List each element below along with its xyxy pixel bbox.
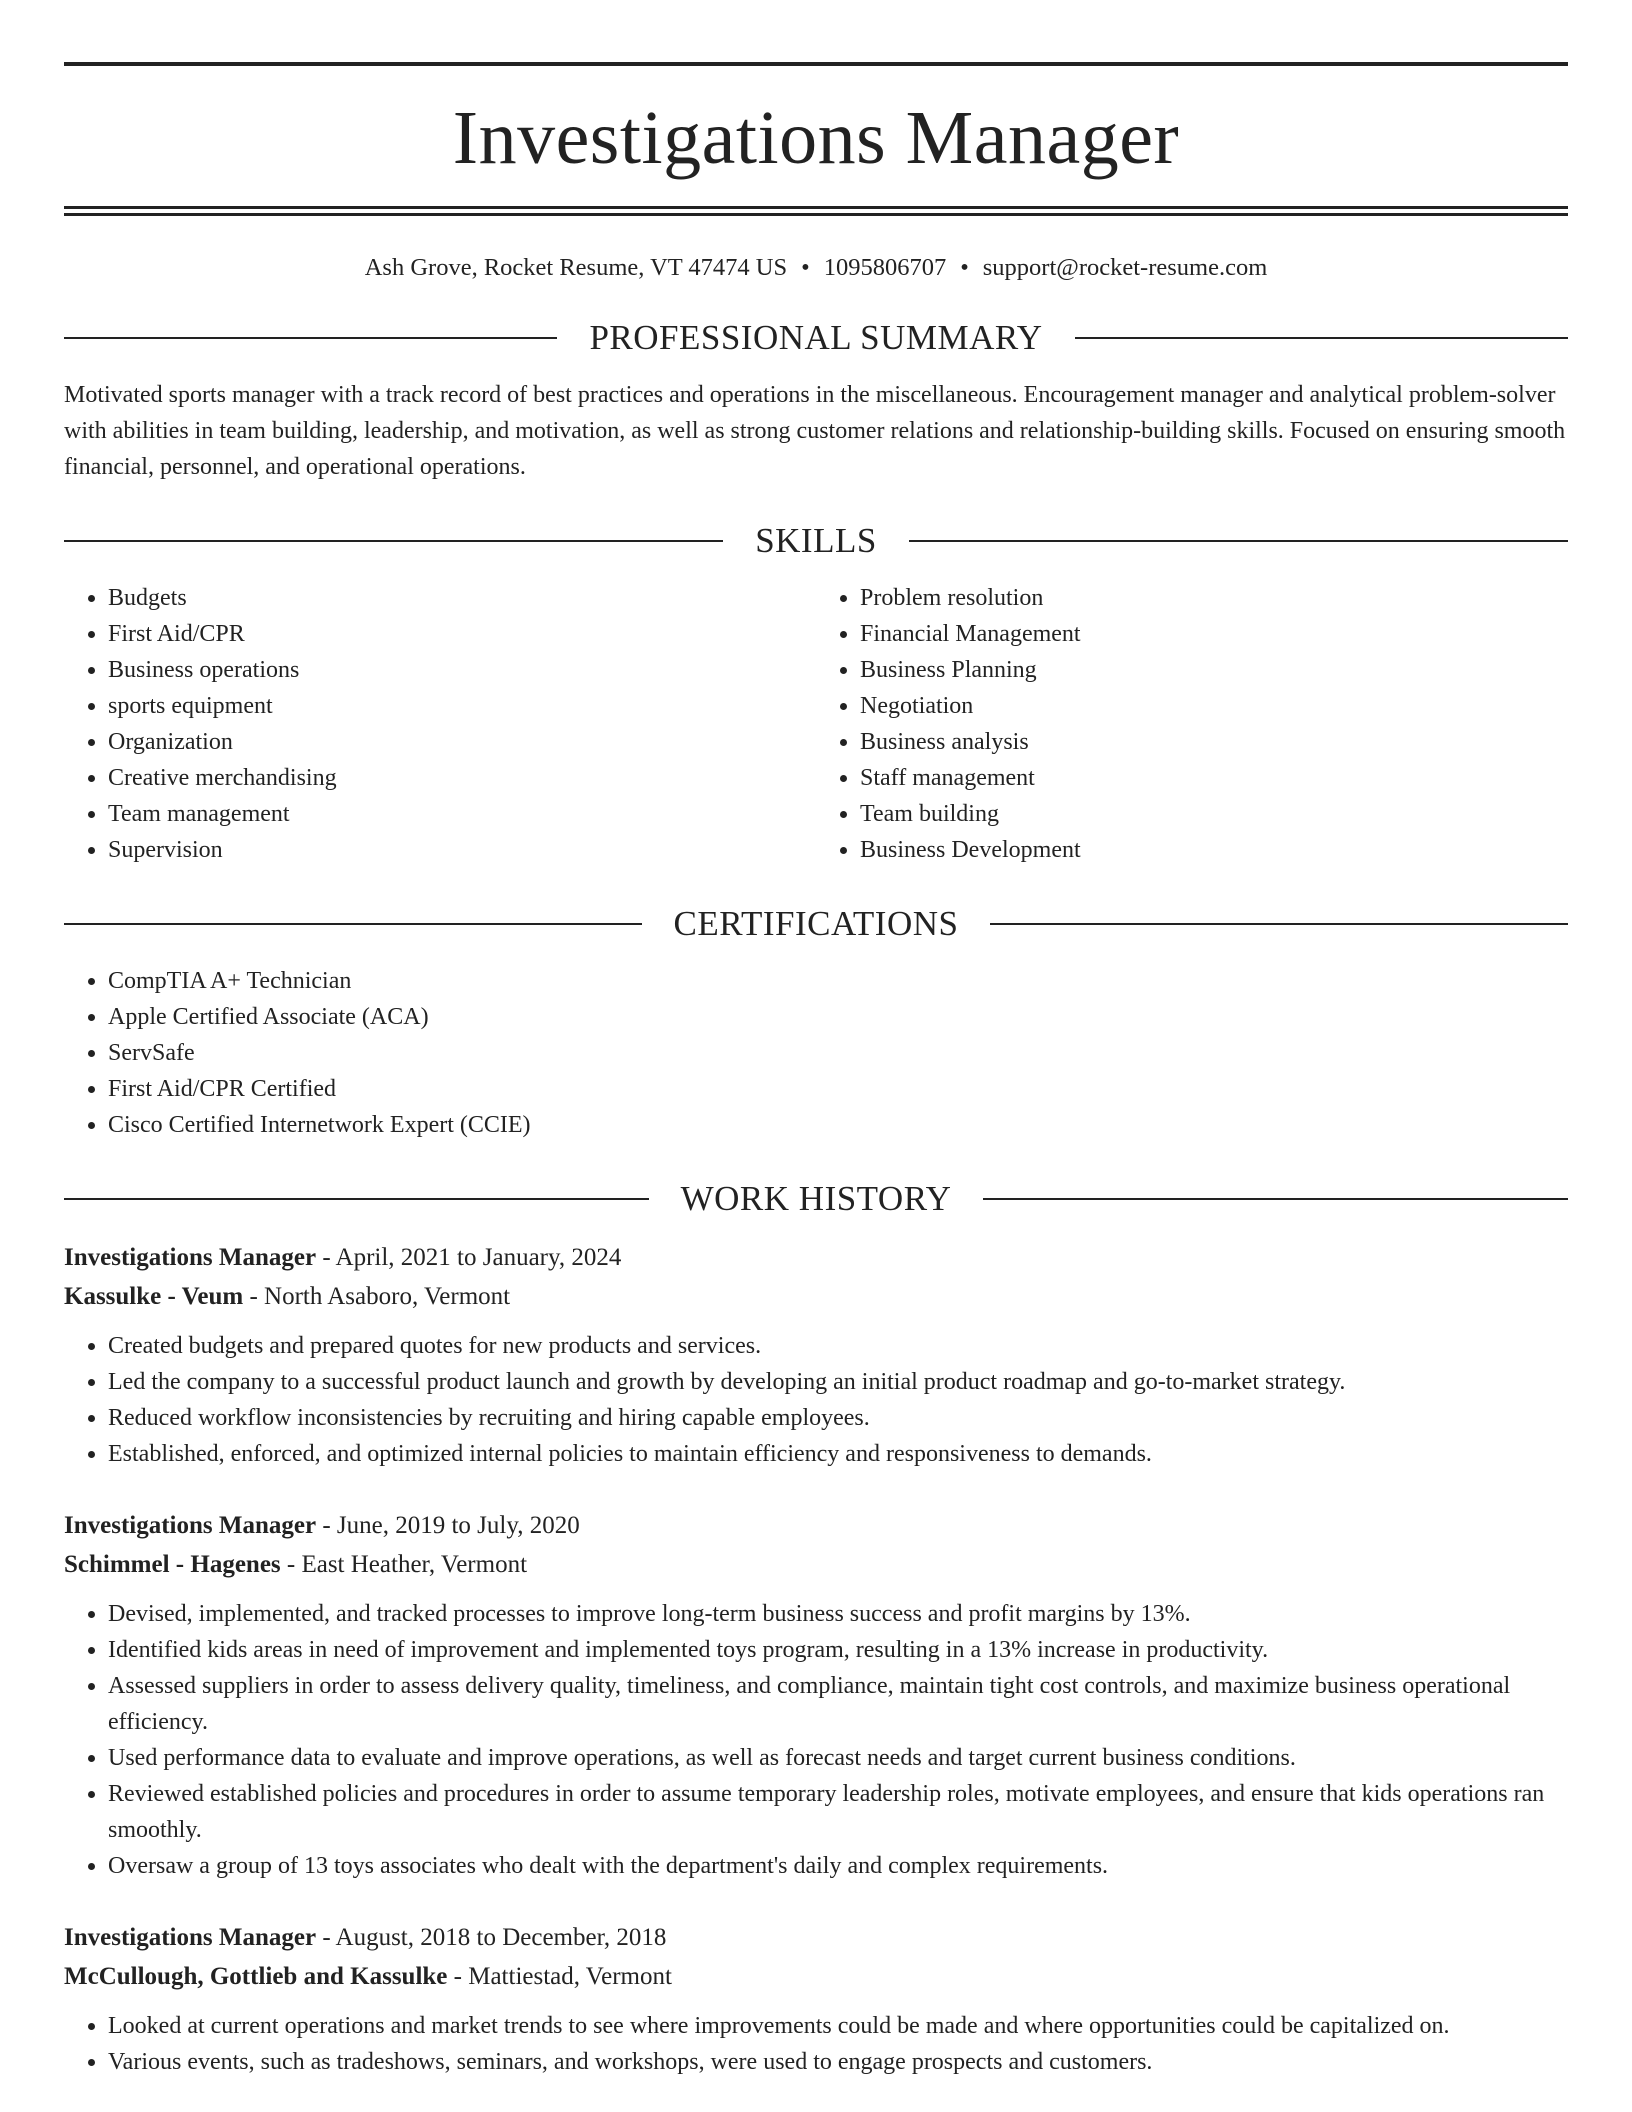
section-title-certifications: CERTIFICATIONS [673, 904, 959, 943]
section-rule [64, 540, 723, 542]
job-duty: • Reviewed established policies and procedures in order to assume temporary leadership roles, motivate employees, and ensure that kids operations ran smoothly. [108, 1776, 1568, 1848]
certification-item: • ServSafe [108, 1035, 1568, 1071]
skill-item: • sports equipment [108, 688, 816, 724]
section-title-summary: PROFESSIONAL SUMMARY [589, 318, 1043, 357]
job-duty: • Identified kids areas in need of improvement and implemented toys program, resulting in a 13% increase in productivity. [108, 1632, 1568, 1668]
resume-page [64, 0, 1568, 2080]
skill-item: • Business Development [860, 832, 1568, 868]
double-rule [64, 206, 1568, 216]
section-rule [1075, 337, 1568, 339]
skill-item: • Supervision [108, 832, 816, 868]
job-entry [64, 1238, 1568, 1472]
job-role: Investigations Manager [64, 1512, 317, 1539]
skill-item: • First Aid/CPR [108, 616, 816, 652]
job-duty: • Oversaw a group of 13 toys associates who dealt with the department's daily and complex requirements. [108, 1848, 1568, 1884]
summary-text: Motivated sports manager with a track record of best practices and operations in the miscellaneous. Encouragement manager and analytical problem-solver with abilities in team building, leadership, and motivation, as well as strong customer relations and relationship-building skills. Focused on ensuring smooth financial, personnel, and operational operations. [64, 382, 1566, 480]
skills-list-left [64, 580, 816, 868]
job-company-line [64, 1545, 1568, 1584]
job-title-line [64, 1918, 1568, 1957]
contact-line [64, 254, 1568, 282]
job-role: Investigations Manager [64, 1244, 317, 1271]
section-rule [64, 1198, 649, 1200]
job-location: - North Asaboro, Vermont [243, 1283, 511, 1310]
job-entry [64, 1506, 1568, 1884]
contact-email: support@rocket-resume.com [982, 254, 1268, 281]
job-title-line [64, 1238, 1568, 1277]
job-title-line [64, 1506, 1568, 1545]
job-company: Schimmel - Hagenes [64, 1551, 281, 1578]
job-entry [64, 1918, 1568, 2080]
skill-item: • Business analysis [860, 724, 1568, 760]
certification-item: • Cisco Certified Internetwork Expert (CCIE) [108, 1107, 1568, 1143]
skill-item: • Team management [108, 796, 816, 832]
skill-item: • Staff management [860, 760, 1568, 796]
section-header-summary [64, 320, 1568, 355]
section-title-skills: SKILLS [755, 521, 877, 560]
section-rule [983, 1198, 1568, 1200]
skill-item: • Team building [860, 796, 1568, 832]
contact-separator: • [960, 254, 969, 281]
job-dates: - April, 2021 to January, 2024 [316, 1244, 622, 1271]
job-company: Kassulke - Veum [64, 1283, 244, 1310]
job-duty: • Looked at current operations and market trends to see where improvements could be made and where opportunities could be capitalized on. [108, 2008, 1568, 2044]
job-company: McCullough, Gottlieb and Kassulke [64, 1963, 448, 1990]
skill-item: • Business Planning [860, 652, 1568, 688]
section-header-certifications [64, 906, 1568, 941]
skill-item: • Negotiation [860, 688, 1568, 724]
skill-item: • Problem resolution [860, 580, 1568, 616]
job-dates: - June, 2019 to July, 2020 [316, 1512, 580, 1539]
job-company-line [64, 1957, 1568, 1996]
section-header-skills [64, 523, 1568, 558]
skill-item: • Financial Management [860, 616, 1568, 652]
certification-item: • Apple Certified Associate (ACA) [108, 999, 1568, 1035]
section-rule [909, 540, 1568, 542]
skill-item: • Creative merchandising [108, 760, 816, 796]
section-rule [990, 923, 1568, 925]
contact-address: Ash Grove, Rocket Resume, VT 47474 US [364, 254, 788, 281]
job-duty: • Established, enforced, and optimized internal policies to maintain efficiency and responsiveness to demands. [108, 1436, 1568, 1472]
job-duties [64, 2008, 1568, 2080]
job-duty: • Devised, implemented, and tracked processes to improve long-term business success and profit margins by 13%. [108, 1596, 1568, 1632]
skill-item: • Business operations [108, 652, 816, 688]
job-duties [64, 1328, 1568, 1472]
skill-item: • Budgets [108, 580, 816, 616]
job-duties [64, 1596, 1568, 1884]
job-duty: • Used performance data to evaluate and improve operations, as well as forecast needs and target current business conditions. [108, 1740, 1568, 1776]
job-dates: - August, 2018 to December, 2018 [316, 1924, 667, 1951]
job-company-line [64, 1277, 1568, 1316]
job-role: Investigations Manager [64, 1924, 317, 1951]
job-duty: • Assessed suppliers in order to assess delivery quality, timeliness, and compliance, maintain tight cost controls, and maximize business operational efficiency. [108, 1668, 1568, 1740]
certification-item: • First Aid/CPR Certified [108, 1071, 1568, 1107]
job-duty: • Created budgets and prepared quotes for new products and services. [108, 1328, 1568, 1364]
job-duty: • Led the company to a successful product launch and growth by developing an initial product roadmap and go-to-market strategy. [108, 1364, 1568, 1400]
section-header-work-history [64, 1181, 1568, 1216]
candidate-name: Investigations Manager [452, 96, 1180, 180]
job-location: - Mattiestad, Vermont [447, 1963, 672, 1990]
certification-item: • CompTIA A+ Technician [108, 963, 1568, 999]
skills-grid [64, 580, 1568, 868]
job-duty: • Reduced workflow inconsistencies by recruiting and hiring capable employees. [108, 1400, 1568, 1436]
section-rule [64, 337, 557, 339]
certifications-list [64, 963, 1568, 1143]
skills-list-right [816, 580, 1568, 868]
section-rule [64, 923, 642, 925]
contact-separator: • [801, 254, 810, 281]
section-title-work-history: WORK HISTORY [680, 1179, 952, 1218]
job-location: - East Heather, Vermont [280, 1551, 528, 1578]
job-duty: • Various events, such as tradeshows, seminars, and workshops, were used to engage prospects and customers. [108, 2044, 1568, 2080]
contact-phone: 1095806707 [823, 254, 947, 281]
skill-item: • Organization [108, 724, 816, 760]
